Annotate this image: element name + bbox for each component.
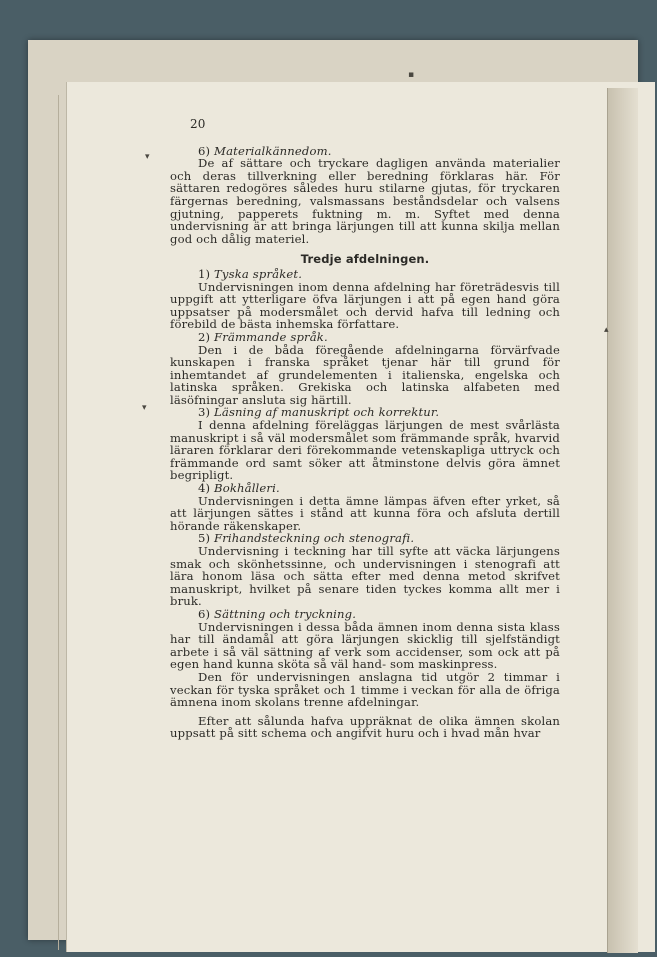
section-title: Främmande språk. bbox=[214, 329, 328, 344]
section-title: Läsning af manuskript och korrektur. bbox=[214, 405, 440, 420]
margin-mark: ▾ bbox=[142, 403, 147, 413]
section-number: 6) bbox=[198, 606, 211, 621]
margin-mark: ▴ bbox=[604, 325, 609, 335]
paragraph: I denna afdelning föreläggas lärjungen de mest svårlästa manuskript i så väl modersmålet som främmande språk, hvarvid läraren förklarar deri förekommande vetenskapliga uttryck och främmande ord samt söker att åtminstone delvis göra ämnet begripligt. bbox=[170, 418, 560, 483]
section-title: Sättning och tryckning. bbox=[214, 606, 357, 621]
part-title: Tredje afdelningen. bbox=[300, 252, 430, 267]
page-number: 20 bbox=[190, 117, 206, 131]
section-heading bbox=[198, 268, 560, 281]
section-tyska bbox=[170, 268, 560, 331]
section-title: Materialkännedom. bbox=[214, 143, 332, 158]
margin-mark: ▾ bbox=[145, 152, 150, 162]
section-number: 2) bbox=[198, 329, 211, 344]
paragraph: Undervisning i teckning har till syfte att väcka lärjungens smak och skönhetssinne, och undervisningen i stenografi att lära honom läsa och sätta efter med denna metod skrifvet manuskript, hvilket på senare tiden tyckes komma allt mer i bruk. bbox=[170, 544, 560, 609]
section-title: Tyska språket. bbox=[214, 266, 303, 281]
paragraph: Undervisningen i detta ämne lämpas äfven efter yrket, så att lärjungen sättes i stånd att kunna föra och afsluta dertill hörande räkenskaper. bbox=[170, 493, 560, 533]
paragraph: Undervisningen i dessa båda ämnen inom denna sista klass har till ändamål att göra lärjungen skicklig till sjelfständigt arbete i så väl sättning af verk som accidenser, som ock att på egen hand kunna sköta så väl hand- som maskinpress. bbox=[170, 619, 560, 672]
paragraph: Den för undervisningen anslagna tid utgör 2 timmar i veckan för tyska språket och 1 timme i veckan för alla de öfriga ämnena inom skolans trenne afdelningar. bbox=[170, 669, 560, 710]
section-number: 5) bbox=[198, 531, 211, 546]
margin-mark: ▪ bbox=[408, 70, 415, 80]
paragraph: Undervisningen inom denna afdelning har företrädesvis till uppgift att ytterligare öfva lärjungen i att på egen hand göra uppsatser på modersmålet och dervid hafva till ledning och förebild de bästa inhemska författare. bbox=[170, 279, 560, 332]
section-frammande bbox=[170, 331, 560, 407]
paragraph: Den i de båda föregående afdelningarna förvärfvade kunskapen i franska språket tjenar här till grund för inhemtandet af grundelementen i italienska, engelska och latinska språken. Grekiska och latinska alfabeten med läsöfningar ansluta sig härtill. bbox=[170, 342, 560, 407]
section-number: 3) bbox=[198, 405, 211, 420]
section-title: Bokhålleri. bbox=[214, 481, 280, 496]
section-heading bbox=[198, 331, 560, 344]
section-number: 6) bbox=[198, 143, 211, 158]
section-materialkannedom bbox=[170, 145, 560, 246]
section-sattning bbox=[170, 608, 560, 709]
section-number: 1) bbox=[198, 266, 211, 281]
section-heading bbox=[198, 608, 560, 621]
section-bokhalleri bbox=[170, 482, 560, 532]
section-frihandsteckning bbox=[170, 532, 560, 608]
page-text bbox=[170, 118, 560, 740]
closing-paragraph: Efter att sålunda hafva uppräknat de olika ämnen skolan uppsatt på sitt schema och angifvit huru och i hvad mån hvar bbox=[170, 713, 560, 741]
section-lasning bbox=[170, 406, 560, 482]
next-page-edge bbox=[607, 88, 638, 953]
section-title: Frihandsteckning och stenografi. bbox=[214, 531, 415, 546]
paragraph: De af sättare och tryckare dagligen använda materialier och deras tillverkning eller beredning förklaras här. För sättaren redogöres således huru stilarne gjutas, för tryckaren färgernas beredning, valsmassans beståndsdelar och valsens gjutning, papperets fuktning m. m. Syftet med denna undervisning är att bringa lärjungen till att kunna skilja mellan god och dålig materiel. bbox=[170, 156, 560, 246]
section-number: 4) bbox=[198, 481, 211, 496]
section-heading bbox=[198, 482, 560, 495]
